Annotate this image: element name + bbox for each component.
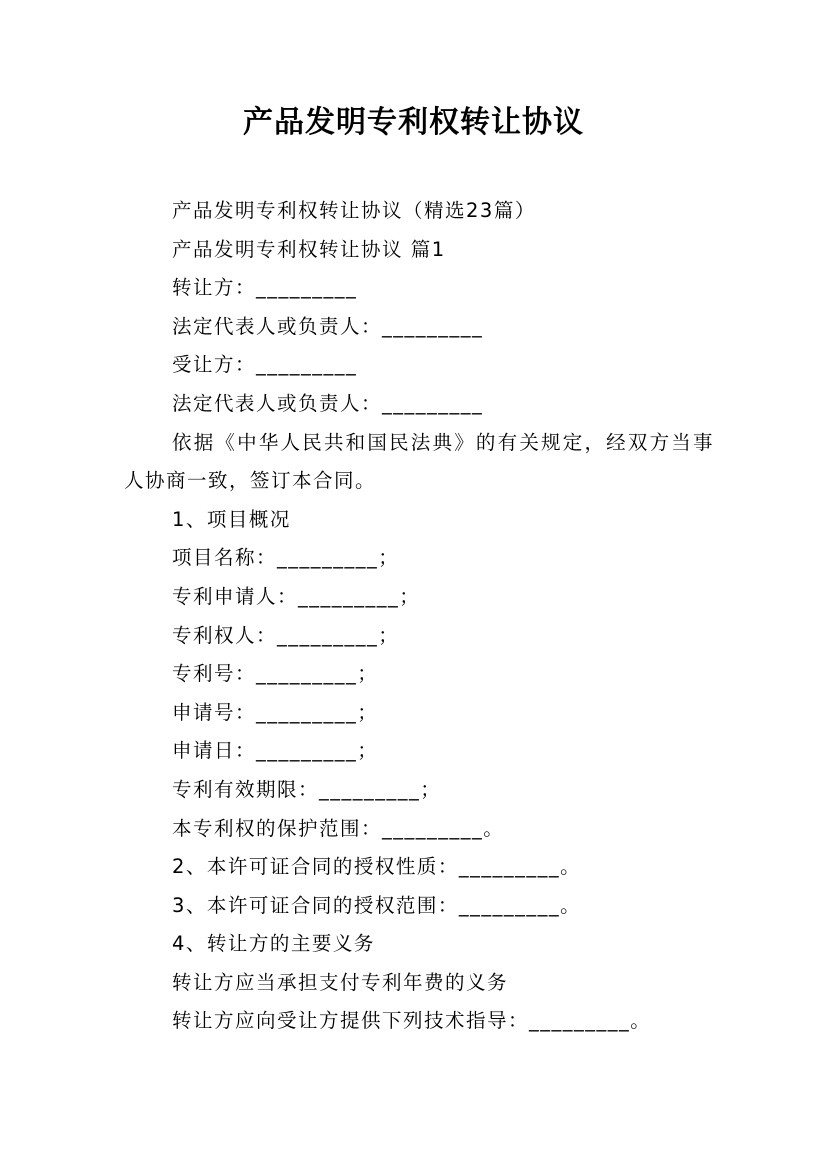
- text-line: 专利权人：_________；: [172, 623, 400, 647]
- text-line: 转让方应当承担支付专利年费的义务: [172, 970, 509, 994]
- text-line: 申请号：_________；: [172, 700, 379, 724]
- text-line: 产品发明专利权转让协议（精选23篇）: [172, 199, 536, 222]
- section-heading: 3、本许可证合同的授权范围：_________。: [172, 893, 582, 917]
- text-line: 专利号：_________；: [172, 662, 379, 686]
- document-body: [124, 192, 714, 1041]
- text-line: 专利有效期限：_________；: [172, 777, 442, 801]
- text-line: 法定代表人或负责人：_________: [172, 314, 484, 338]
- text-line: 专利申请人：_________；: [172, 584, 421, 608]
- text-line: 申请日：_________；: [172, 739, 379, 763]
- text-line: 转让方应向受让方提供下列技术指导：_________。: [172, 1009, 652, 1033]
- section-heading: 4、转让方的主要义务: [172, 932, 375, 956]
- text-line: 项目名称：_________；: [172, 546, 400, 570]
- text-paragraph: 依据《中华人民共和国民法典》的有关规定，经双方当事人协商一致，签订本合同。: [124, 430, 714, 493]
- text-line: 产品发明专利权转让协议 篇1: [172, 237, 446, 261]
- section-heading: 1、项目概况: [172, 507, 291, 531]
- section-heading: 2、本许可证合同的授权性质：_________。: [172, 855, 582, 879]
- text-line: 受让方：_________: [172, 353, 358, 377]
- document-title: 产品发明专利权转让协议: [243, 105, 584, 140]
- text-line: 法定代表人或负责人：_________: [172, 391, 484, 415]
- text-line: 本专利权的保护范围：_________。: [172, 816, 505, 840]
- text-line: 转让方：_________: [172, 276, 358, 300]
